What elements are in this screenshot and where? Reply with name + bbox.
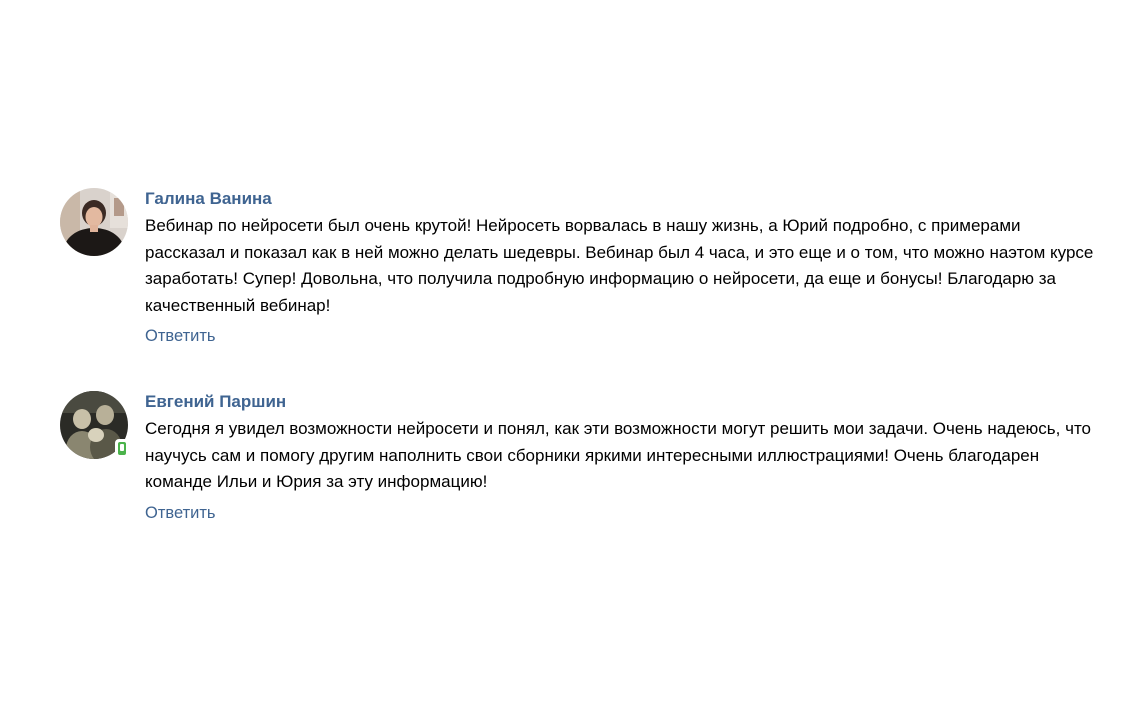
- comment-item: [60, 389, 1110, 525]
- reply-button[interactable]: Ответить: [145, 327, 216, 345]
- phone-icon: [118, 442, 126, 455]
- comment-text: Сегодня я увидел возможности нейросети и понял, как эти возможности могут решить мои задачи. Очень надеюсь, что научусь сам и помогу другим наполнить свои сборники яркими интересными иллюстрациями! Очень благодарен команде Ильи и Юрия за эту информацию!: [145, 419, 1091, 491]
- comments-list: [60, 186, 1110, 525]
- comment-body: [145, 186, 1110, 348]
- user-photo-icon: [60, 188, 128, 256]
- comment-text: Вебинар по нейросети был очень крутой! Нейросеть ворвалась в нашу жизнь, а Юрий подробно, с примерами рассказал и показал как в ней можно делать шедевры. Вебинар был 4 часа, и это еще и о том, что можно наэтом курсе заработать! Супер! Довольна, что получила подробную информацию о нейросети, да еще и бонусы! Благодарю за качественный вебинар!: [145, 216, 1094, 315]
- online-mobile-badge: [115, 439, 129, 457]
- avatar-container[interactable]: [60, 391, 128, 459]
- comment-item: [60, 186, 1110, 348]
- reply-button[interactable]: Ответить: [145, 503, 216, 522]
- comment-author[interactable]: Евгений Паршин: [145, 392, 287, 411]
- avatar-container[interactable]: [60, 188, 128, 256]
- comment-body: [145, 389, 1110, 525]
- avatar[interactable]: [60, 188, 128, 256]
- comment-author[interactable]: Галина Ванина: [145, 189, 272, 208]
